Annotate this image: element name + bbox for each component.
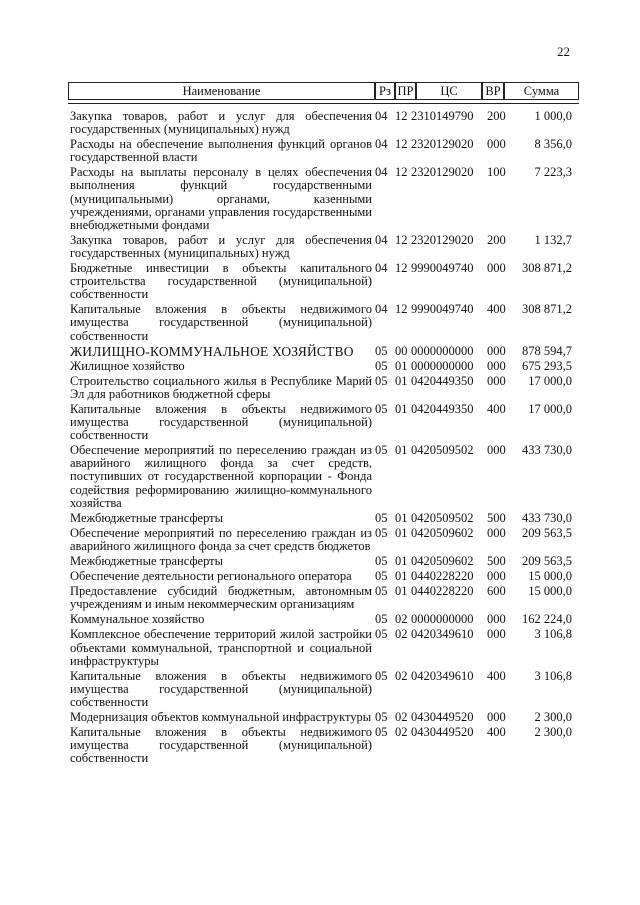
row-name: Межбюджетные трансферты — [70, 510, 224, 525]
row-cs: 0000000000 — [411, 612, 474, 627]
row-rz: 05 — [375, 612, 388, 627]
row-vr: 000 — [487, 525, 506, 540]
row-sum: 8 356,0 — [534, 137, 572, 152]
header-vr: ВР — [482, 82, 504, 100]
row-sum: 308 871,2 — [522, 302, 572, 317]
row-pr: 01 — [395, 401, 408, 416]
row-name: Капитальные вложения в объекты недвижимого имущества государственной (муниципальной) собственности — [70, 302, 372, 343]
row-codes — [375, 570, 515, 583]
row-pr: 02 — [395, 710, 408, 725]
row-rz: 05 — [375, 510, 388, 525]
row-pr: 01 — [395, 358, 408, 373]
row-rz: 05 — [375, 373, 388, 388]
row-vr: 400 — [487, 725, 506, 740]
row-codes — [375, 670, 515, 683]
row-name: Строительство социального жилья в Республике Марий Эл для работников бюджетной сферы — [70, 373, 372, 401]
table-row — [70, 262, 580, 301]
row-codes — [375, 138, 515, 151]
table-row — [70, 570, 580, 583]
row-pr: 01 — [395, 510, 408, 525]
row-name: Капитальные вложения в объекты недвижимого имущества государственной (муниципальной) собственности — [70, 668, 372, 709]
table-row — [70, 403, 580, 442]
row-codes — [375, 303, 515, 316]
row-sum: 15 000,0 — [528, 569, 572, 584]
row-codes — [375, 262, 515, 275]
row-rz: 05 — [375, 569, 388, 584]
row-codes — [375, 555, 515, 568]
page-number: 22 — [557, 44, 570, 59]
row-cs: 9990049740 — [411, 261, 474, 276]
row-cs: 0430449520 — [411, 725, 474, 740]
table-row — [70, 234, 580, 260]
row-rz: 05 — [375, 554, 388, 568]
row-vr: 100 — [487, 165, 506, 180]
row-cs: 0420509602 — [411, 554, 474, 568]
row-sum: 308 871,2 — [522, 261, 572, 276]
row-pr: 00 — [395, 343, 408, 358]
row-rz: 04 — [375, 109, 388, 123]
row-rz: 04 — [375, 137, 388, 152]
budget-table-body — [70, 110, 580, 767]
row-sum: 675 293,5 — [522, 358, 572, 373]
row-name: Капитальные вложения в объекты недвижимого имущества государственной (муниципальной) собственности — [70, 401, 372, 443]
row-cs: 0420509502 — [411, 443, 474, 458]
row-cs: 0000000000 — [411, 358, 474, 373]
row-vr: 600 — [487, 584, 506, 599]
table-row — [70, 303, 580, 342]
table-row — [70, 585, 580, 611]
row-sum: 2 300,0 — [534, 710, 572, 725]
row-codes — [375, 360, 515, 373]
row-name: Расходы на выплаты персоналу в целях обеспечения выполнения функций государственными (муниципальными) органами, казенными учреждениями, органами управления государственными внебюджетными фондами — [70, 165, 372, 232]
row-cs: 0420509602 — [411, 525, 474, 540]
row-rz: 05 — [375, 725, 388, 740]
row-codes — [375, 711, 515, 724]
row-sum: 17 000,0 — [528, 373, 572, 388]
row-cs: 0420349610 — [411, 627, 474, 642]
row-name: Расходы на обеспечение выполнения функций органов государственной власти — [70, 137, 372, 165]
table-row — [70, 360, 580, 373]
row-codes — [375, 166, 515, 179]
row-vr: 400 — [487, 302, 506, 317]
row-pr: 12 — [395, 302, 408, 317]
row-pr: 02 — [395, 668, 408, 683]
row-rz: 05 — [375, 710, 388, 725]
table-row — [70, 375, 580, 401]
row-rz: 04 — [375, 261, 388, 276]
table-row — [70, 628, 580, 667]
row-rz: 05 — [375, 584, 388, 599]
row-rz: 05 — [375, 358, 388, 373]
row-cs: 9990049740 — [411, 302, 474, 317]
row-sum: 2 300,0 — [534, 725, 572, 740]
row-codes — [375, 726, 515, 739]
row-name: Модернизация объектов коммунальной инфраструктуры — [70, 710, 372, 725]
row-sum: 433 730,0 — [522, 510, 572, 525]
row-pr: 12 — [395, 232, 408, 247]
row-pr: 01 — [395, 584, 408, 599]
row-name: Комплексное обеспечение территорий жилой застройки объектами коммунальной, транспортной и социальной инфраструктуры — [70, 627, 372, 668]
row-name: Обеспечение деятельности регионального оператора — [70, 569, 352, 584]
row-cs: 2320129020 — [411, 232, 474, 247]
table-row — [70, 138, 580, 164]
row-vr: 000 — [487, 358, 506, 373]
row-codes — [375, 613, 515, 626]
row-sum: 15 000,0 — [528, 584, 572, 599]
table-row — [70, 670, 580, 709]
row-name: Закупка товаров, работ и услуг для обеспечения государственных (муниципальных) нужд — [70, 109, 372, 137]
row-name: Межбюджетные трансферты — [70, 554, 224, 568]
row-rz: 05 — [375, 627, 388, 642]
row-vr: 000 — [487, 343, 506, 358]
row-cs: 0420349610 — [411, 668, 474, 683]
row-codes — [375, 110, 515, 123]
row-pr: 12 — [395, 137, 408, 152]
row-name: Коммунальное хозяйство — [70, 612, 205, 627]
table-row — [70, 555, 580, 568]
row-rz: 05 — [375, 401, 388, 416]
row-codes — [375, 628, 515, 641]
row-vr: 000 — [487, 612, 506, 627]
table-row — [70, 345, 580, 358]
row-vr: 500 — [487, 510, 506, 525]
row-vr: 200 — [487, 109, 506, 123]
row-pr: 12 — [395, 109, 408, 123]
row-cs: 2320129020 — [411, 137, 474, 152]
row-cs: 0420449350 — [411, 401, 474, 416]
row-vr: 000 — [487, 569, 506, 584]
row-rz: 04 — [375, 232, 388, 247]
table-row — [70, 613, 580, 626]
row-cs: 0420509502 — [411, 510, 474, 525]
row-sum: 433 730,0 — [522, 443, 572, 458]
row-cs: 2310149790 — [411, 109, 474, 123]
row-sum: 17 000,0 — [528, 401, 572, 416]
row-codes — [375, 403, 515, 416]
row-cs: 0440228220 — [411, 569, 474, 584]
row-sum: 209 563,5 — [522, 554, 572, 568]
row-sum: 1 132,7 — [534, 232, 572, 247]
row-pr: 01 — [395, 525, 408, 540]
row-sum: 3 106,8 — [534, 627, 572, 642]
row-rz: 04 — [375, 302, 388, 317]
row-pr: 02 — [395, 612, 408, 627]
header-cs: ЦС — [416, 82, 482, 100]
table-header — [68, 82, 579, 102]
table-row — [70, 110, 580, 136]
row-codes — [375, 345, 515, 358]
row-name: Обеспечение мероприятий по переселению граждан из аварийного жилищного фонда за счет средств бюджетов — [70, 525, 372, 553]
row-sum: 209 563,5 — [522, 525, 572, 540]
row-vr: 500 — [487, 554, 506, 568]
row-vr: 200 — [487, 232, 506, 247]
row-vr: 400 — [487, 668, 506, 683]
row-vr: 000 — [487, 261, 506, 276]
row-vr: 000 — [487, 373, 506, 388]
header-divider — [68, 103, 579, 104]
row-cs: 0000000000 — [411, 343, 474, 358]
row-name: Обеспечение мероприятий по переселению граждан из аварийного жилищного фонда за счет средств, поступивших от государственной корпорации - Фонда содействия реформированию жилищно-коммунального хозяйства — [70, 443, 372, 510]
row-sum: 1 000,0 — [534, 109, 572, 123]
row-sum: 162 224,0 — [522, 612, 572, 627]
row-name: ЖИЛИЩНО-КОММУНАЛЬНОЕ ХОЗЯЙСТВО — [70, 343, 354, 359]
row-pr: 02 — [395, 725, 408, 740]
row-pr: 02 — [395, 627, 408, 642]
row-rz: 04 — [375, 165, 388, 180]
header-name: Наименование — [68, 82, 375, 100]
row-codes — [375, 527, 515, 540]
table-row — [70, 512, 580, 525]
row-codes — [375, 585, 515, 598]
header-pr: ПР — [395, 82, 416, 100]
row-rz: 05 — [375, 443, 388, 458]
row-cs: 0420449350 — [411, 373, 474, 388]
row-name: Жилищное хозяйство — [70, 358, 185, 373]
table-row — [70, 711, 580, 724]
row-rz: 05 — [375, 525, 388, 540]
header-sum: Сумма — [504, 82, 579, 100]
row-sum: 878 594,7 — [522, 343, 572, 358]
row-cs: 0440228220 — [411, 584, 474, 599]
row-name: Предоставление субсидий бюджетным, автономным учреждениям и иным некоммерческим организациям — [70, 584, 372, 612]
table-row — [70, 444, 580, 509]
row-codes — [375, 234, 515, 247]
row-pr: 01 — [395, 554, 408, 568]
row-rz: 05 — [375, 668, 388, 683]
row-name: Капитальные вложения в объекты недвижимого имущества государственной (муниципальной) собственности — [70, 725, 372, 766]
row-pr: 01 — [395, 569, 408, 584]
row-name: Закупка товаров, работ и услуг для обеспечения государственных (муниципальных) нужд — [70, 232, 372, 260]
table-row — [70, 726, 580, 765]
row-vr: 400 — [487, 401, 506, 416]
table-row — [70, 527, 580, 553]
row-rz: 05 — [375, 343, 388, 358]
row-cs: 0430449520 — [411, 710, 474, 725]
row-cs: 2320129020 — [411, 165, 474, 180]
row-sum: 7 223,3 — [534, 165, 572, 180]
row-vr: 000 — [487, 137, 506, 152]
row-codes — [375, 375, 515, 388]
row-pr: 12 — [395, 165, 408, 180]
row-codes — [375, 512, 515, 525]
row-vr: 000 — [487, 627, 506, 642]
row-pr: 12 — [395, 261, 408, 276]
row-vr: 000 — [487, 443, 506, 458]
row-codes — [375, 444, 515, 457]
row-vr: 000 — [487, 710, 506, 725]
row-pr: 01 — [395, 373, 408, 388]
header-rz: Рз — [375, 82, 395, 100]
table-row — [70, 166, 580, 231]
row-pr: 01 — [395, 443, 408, 458]
row-sum: 3 106,8 — [534, 668, 572, 683]
row-name: Бюджетные инвестиции в объекты капитального строительства государственной (муниципальной) собственности — [70, 261, 372, 302]
